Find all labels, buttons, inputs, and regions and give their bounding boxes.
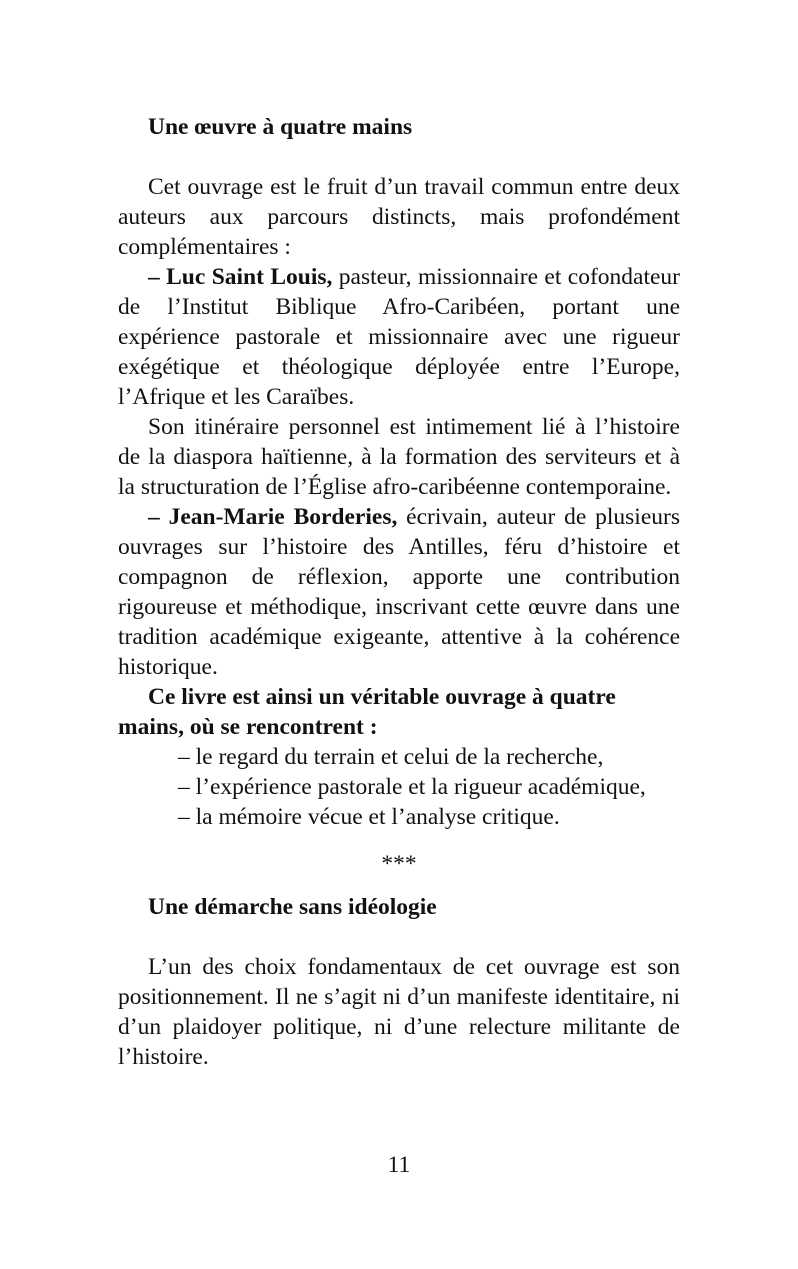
- author1-name: – Luc Saint Louis,: [148, 264, 333, 290]
- author1-paragraph: [118, 262, 680, 412]
- section-heading: Une démarche sans idéologie: [148, 894, 437, 920]
- author1-followup-paragraph: Son itinéraire personnel est intimement lié à l’histoire de la diaspora haïtienne, à la formation des serviteurs et à la structuration de l’Église afro-caribéenne contemporaine.: [118, 414, 680, 500]
- list-item: – la mémoire vécue et l’analyse critique.: [178, 804, 560, 830]
- list-item: – l’expérience pastorale et la rigueur académique,: [178, 774, 646, 800]
- spacer: [118, 922, 680, 952]
- page-number: 11: [387, 1152, 411, 1178]
- author2-name: – Jean-Marie Borderies,: [148, 504, 398, 530]
- author2-description: écrivain, auteur de plusieurs ouvrages sur l’histoire des Antilles, féru d’histoire et compagnon de réflexion, apporte une contribution rigoureuse et méthodique, inscrivant cette œuvre dans une tradition académique exigeante, attentive à la cohérence historique.: [118, 504, 680, 680]
- positioning-paragraph: L’un des choix fondamentaux de cet ouvrage est son positionnement. Il ne s’agit ni d’un manifeste identitaire, ni d’un plaidoyer politique, ni d’une relecture militante de l’histoire.: [118, 954, 680, 1070]
- author1-description: pasteur, missionnaire et cofondateur de l’Institut Biblique Afro-Caribéen, portant une expérience pastorale et missionnaire avec une rigueur exégétique et théologique déployée entre l’Europe, l’Afrique et les Caraïbes.: [118, 264, 680, 410]
- intro-paragraph: Cet ouvrage est le fruit d’un travail commun entre deux auteurs aux parcours distincts, mais profondément complémentaires :: [118, 174, 680, 260]
- section-separator: ***: [381, 851, 417, 877]
- author2-paragraph: [118, 502, 680, 682]
- spacer: [118, 142, 680, 172]
- section-heading: Une œuvre à quatre mains: [148, 114, 413, 140]
- conclusion-paragraph: Ce livre est ainsi un véritable ouvrage à quatre mains, où se rencontrent :: [118, 684, 616, 740]
- list-item: – le regard du terrain et celui de la recherche,: [178, 744, 604, 770]
- book-page: [118, 112, 680, 1072]
